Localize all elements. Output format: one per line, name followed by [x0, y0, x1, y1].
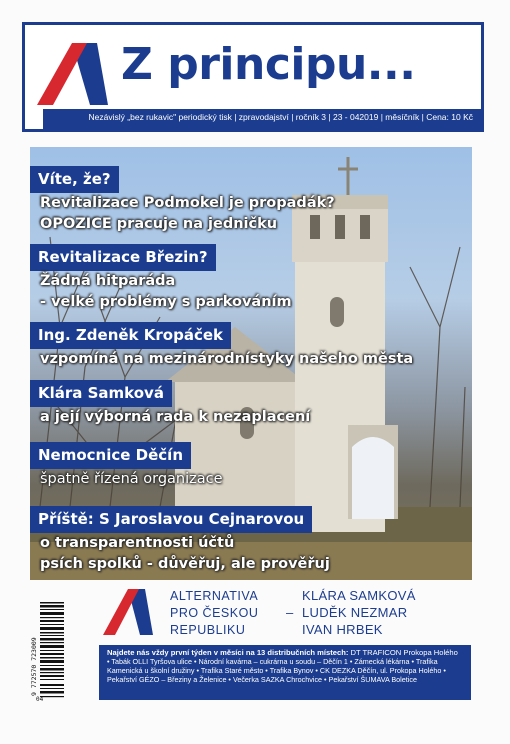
headline-tag: Klára Samková: [30, 380, 172, 407]
headline-tag: Ing. Zdeněk Kropáček: [30, 322, 231, 349]
party-logo-icon: [102, 588, 154, 636]
headline-text: psích spolků - důvěřuj, ale prověřuj: [40, 556, 330, 572]
headline-text: Žádná hitparáda: [40, 273, 176, 289]
party-name: [170, 588, 258, 639]
headline-2: [30, 244, 292, 313]
masthead-subtitle: Nezávislý „bez rukavic" periodický tisk | zpravodajství | ročník 3 | 23 - 042019 | měsíčník | Cena: 10 Kč: [88, 112, 473, 122]
distribution-heading-text: Najdete nás vždy první týden v měsíci na 13 distribučních místech:: [107, 648, 351, 657]
masthead-title: Z principu...: [121, 39, 416, 90]
party-name-line: ALTERNATIVA: [170, 589, 259, 603]
distribution-places: • Tabák OLLI Tyršova ulice • Národní kavárna – cukrárna u soudu – Děčín 1 • Zámecká lékárna • Trafika Kamenická u školní družiny • Trafika Staré město • Trafika Bynov • CK DEZKA Děčín, ul. Prokopa Holého • Pekařství GÉZO – Březiny a Želenice • Večerka SAZKA Chrochvice • Pekařství ŠUMAVA Boletice: [107, 657, 446, 685]
headline-5: [30, 442, 223, 490]
distribution-box: [99, 645, 471, 700]
headline-tag: Příště: S Jaroslavou Cejnarovou: [30, 506, 312, 533]
headline-tag: Víte, že?: [30, 166, 119, 193]
barcode-addon: 04: [36, 696, 44, 702]
distribution-heading: [107, 648, 463, 657]
party-name-line: PRO ČESKOU: [170, 606, 259, 620]
candidate-name: IVAN HRBEK: [302, 622, 383, 637]
masthead-subline: [43, 109, 481, 129]
headline-text: Revitalizace Podmokel je propadák?: [40, 195, 335, 211]
headline-text: vzpomíná na mezinárodnístyky našeho města: [40, 351, 414, 367]
candidate-list: [302, 587, 416, 638]
party-block: [30, 586, 472, 642]
headline-1: [30, 166, 335, 235]
headline-text: a její výborná rada k nezaplacení: [40, 409, 311, 425]
headline-3: [30, 322, 413, 370]
distribution-lead-place: DT TRAFICON Prokopa Holého: [350, 648, 458, 657]
logo-a-icon: [35, 41, 109, 107]
headline-6: [30, 506, 330, 575]
headline-text: OPOZICE pracuje na jedničku: [40, 216, 278, 232]
barcode-number: 9 772570 723009: [30, 637, 38, 696]
headline-tag: Revitalizace Březin?: [30, 244, 216, 271]
candidate-name: LUDĚK NEZMAR: [302, 605, 408, 620]
headline-tag: Nemocnice Děčín: [30, 442, 191, 469]
candidate-name: KLÁRA SAMKOVÁ: [302, 588, 416, 603]
headline-text: o transparentnosti účtů: [40, 535, 235, 551]
headline-text: špatně řízená organizace: [40, 471, 223, 487]
party-dash: –: [286, 605, 294, 620]
masthead: [22, 22, 484, 132]
headline-text: - velké problémy s parkováním: [40, 294, 292, 310]
party-name-line: REPUBLIKU: [170, 623, 246, 637]
headline-4: [30, 380, 310, 428]
